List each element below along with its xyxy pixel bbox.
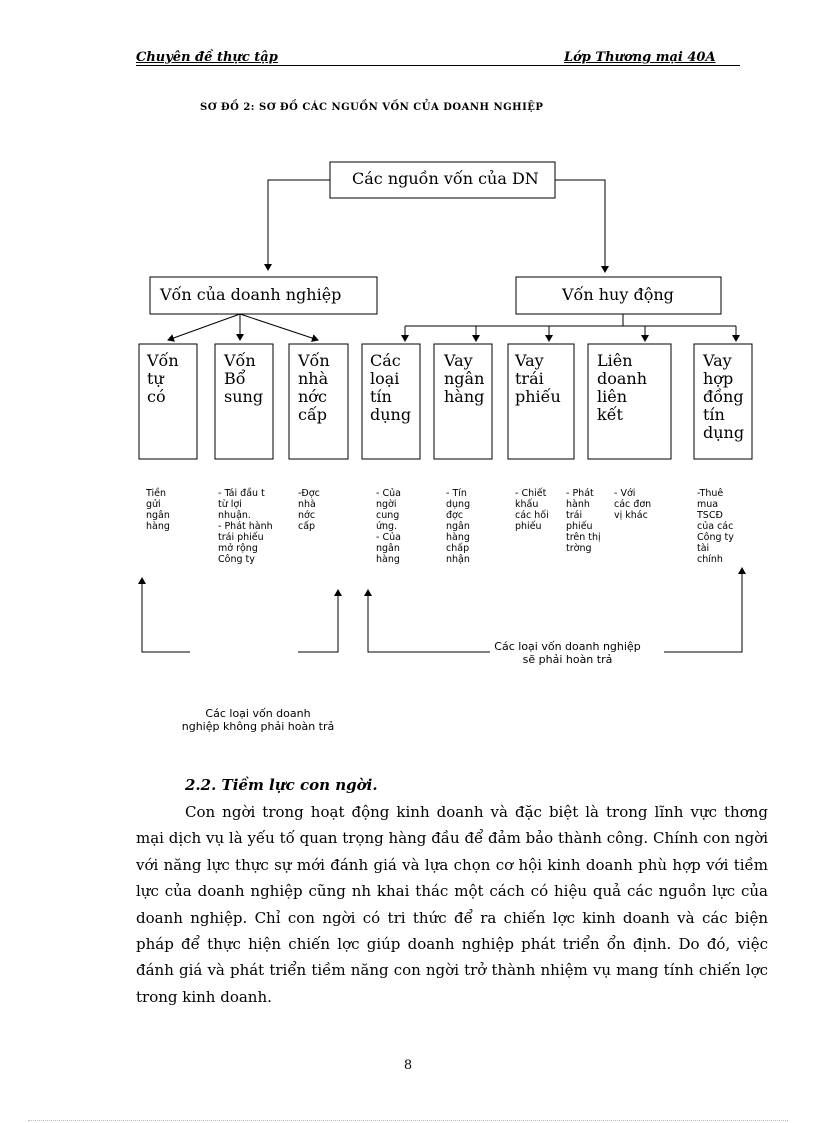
- note-4: - Của ngời cung ứng. - Của ngân hàng: [376, 488, 401, 565]
- note-5: - Tín dụng đợc ngân hàng chấp nhận: [446, 488, 471, 565]
- note-9: -Thuê mua TSCĐ của các Công ty tài chính: [697, 488, 734, 565]
- left-group-label: Vốn của doanh nghiệp: [160, 285, 342, 304]
- bracket-right-a: [368, 590, 490, 652]
- arrow-root-right: [555, 180, 605, 272]
- caption-no-repay: Các loại vốn doanh nghiệp không phải hoàn trả: [181, 707, 335, 733]
- bracket-left-a: [142, 578, 190, 652]
- right-group-label: Vốn huy động: [562, 285, 674, 304]
- root-label: Các nguồn vốn của DN: [352, 169, 539, 188]
- leaf-label-6: Vay trái phiếu: [515, 351, 561, 406]
- note-3: -Đợc nhà nớc cấp: [298, 488, 320, 532]
- page-bottom-rule: [28, 1120, 788, 1121]
- note-6: - Chiết khấu các hối phiếu: [515, 488, 549, 532]
- leaf-label-8: Vay hợp đồng tín dụng: [703, 351, 745, 442]
- bracket-left-b: [298, 590, 338, 652]
- leaf-label-5: Vay ngân hàng: [444, 351, 485, 406]
- note-2: - Tái đầu t từ lợi nhuận. - Phát hành trái phiếu mở rộng Công ty: [218, 488, 273, 565]
- section-paragraph: Con ngời trong hoạt động kinh doanh và đặc biệt là trong lĩnh vực thơng mại dịch vụ là yếu tố quan trọng hàng đầu để đảm bảo thành công. Chính con ngời với năng lực thực sự mới đánh giá và lựa chọn cơ hội kinh doanh phù hợp với tiềm lực của doanh nghiệp cũng nh khai thác một cách có hiệu quả các nguồn lực của doanh nghiệp. Chỉ con ngời có tri thức để ra chiến lợc kinh doanh và các biện pháp để thực hiện chiến lợc giúp doanh nghiệp phát triển ổn định. Do đó, việc đánh giá và phát triển tiềm năng con ngời trở thành nhiệm vụ mang tính chiến lợc trong kinh doanh.: [136, 803, 768, 1006]
- header-left: Chuyên đề thực tập: [136, 50, 278, 65]
- leaf-label-3: Vốn nhà nớc cấp: [298, 351, 330, 424]
- arrow-left-1: [168, 314, 240, 340]
- note-1: Tiền gửi ngân hàng: [146, 488, 170, 532]
- note-7: - Phát hành trái phiếu trên thị trờng: [566, 488, 601, 554]
- leaf-label-7: Liên doanh liên kết: [597, 351, 648, 424]
- page-number: 8: [403, 1058, 413, 1073]
- arrow-left-3: [240, 314, 318, 340]
- arrow-root-left: [268, 180, 330, 270]
- section-heading: 2.2. Tiềm lực con ngời.: [185, 776, 378, 794]
- diagram-title: SƠ ĐỒ 2: SƠ ĐỒ CÁC NGUỒN VỐN CỦA DOANH NGHIỆP: [200, 102, 544, 113]
- header-right: Lớp Thương mại 40A: [564, 50, 716, 65]
- caption-must-repay: Các loại vốn doanh nghiệp sẽ phải hoàn trả: [494, 640, 641, 666]
- leaf-label-1: Vốn tự có: [147, 351, 179, 406]
- leaf-label-4: Các loại tín dụng: [370, 351, 412, 424]
- leaf-label-2: Vốn Bổ sung: [224, 351, 264, 406]
- note-8: - Với các đơn vị khác: [614, 488, 652, 521]
- bracket-right-b: [664, 568, 742, 652]
